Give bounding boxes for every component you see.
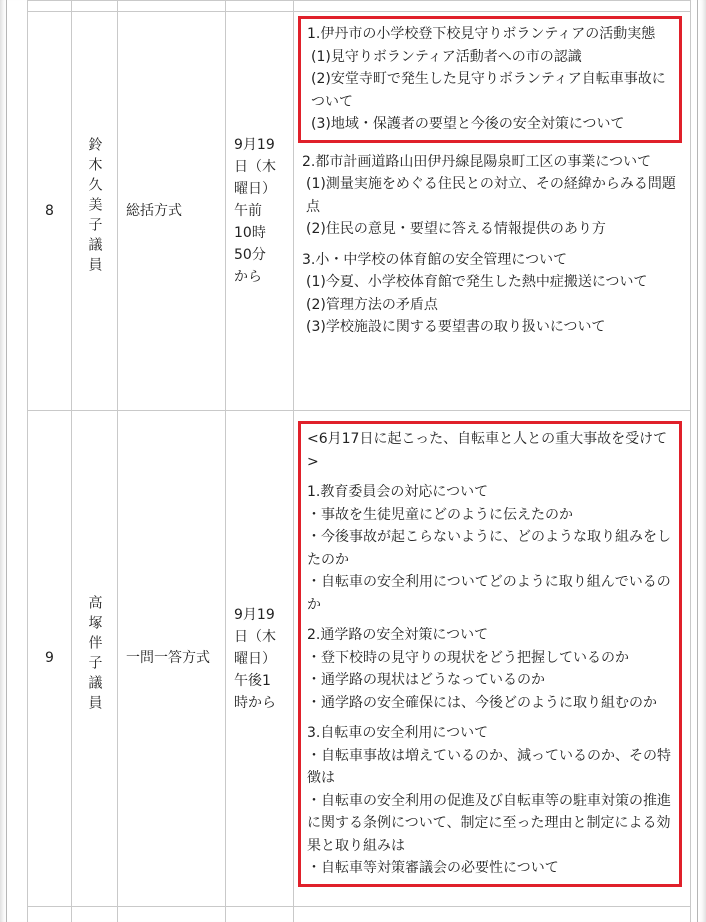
row-number: 9 bbox=[28, 411, 72, 907]
topic-item: (3)地域・保護者の要望と今後の安全対策について bbox=[311, 116, 625, 132]
schedule-line: から bbox=[234, 269, 262, 285]
question-schedule-table bbox=[27, 0, 691, 922]
topic-item: (3)学校施設に関する要望書の取り扱いについて bbox=[306, 319, 606, 335]
topic-item: ・自転車等対策審議会の必要性について bbox=[307, 860, 559, 876]
topic-heading: 2.通学路の安全対策について bbox=[307, 627, 489, 643]
schedule-cell bbox=[226, 411, 294, 907]
topic-item: (1)見守りボランティア活動者への市の認識 bbox=[311, 48, 582, 65]
row-number: 8 bbox=[28, 12, 72, 411]
topic-item: ・通学路の安全確保には、今後どのように取り組むのか bbox=[307, 694, 657, 711]
schedule-line: 時から bbox=[234, 694, 276, 711]
table-row-stub bbox=[28, 907, 691, 922]
schedule-line: 50分 bbox=[234, 247, 266, 263]
topic-item: (2)管理方法の矛盾点 bbox=[306, 296, 438, 313]
schedule-cell bbox=[226, 12, 294, 411]
member-name: 鈴木久美子議員 bbox=[86, 137, 103, 278]
topic-item: ・事故を生徒児童にどのように伝えたのか bbox=[307, 506, 573, 523]
topic-item: ・登下校時の見守りの現状をどう把握しているのか bbox=[307, 649, 629, 666]
topic-item: ・自転車の安全利用の促進及び自転車等の駐車対策の推進に関する条例について、制定に至った理由と制定による効果と取り組みは bbox=[307, 792, 671, 854]
schedule-line: 日（木 bbox=[234, 159, 276, 175]
highlight-box bbox=[298, 16, 682, 143]
topic-heading: 2.都市計画道路山田伊丹線昆陽泉町工区の事業について bbox=[302, 153, 652, 170]
table-row bbox=[28, 12, 691, 411]
schedule-line: 9月19 bbox=[234, 606, 275, 623]
topic-heading: 1.伊丹市の小学校登下校見守りボランティアの活動実態 bbox=[307, 26, 656, 42]
topic-item: (2)安堂寺町で発生した見守りボランティア自転車事故について bbox=[311, 71, 666, 110]
question-method: 総括方式 bbox=[118, 12, 226, 411]
schedule-line: 曜日） bbox=[234, 650, 276, 667]
topic-heading: 3.小・中学校の体育館の安全管理について bbox=[302, 251, 568, 268]
question-topics bbox=[294, 411, 691, 907]
schedule-line: 曜日） bbox=[234, 181, 276, 197]
topic-item: ・通学路の現状はどうなっているのか bbox=[307, 672, 545, 688]
topic-item: ・自転車の安全利用についてどのように取り組んでいるのか bbox=[307, 574, 671, 613]
schedule-line: 10時 bbox=[234, 225, 266, 241]
member-name-cell bbox=[72, 411, 118, 907]
table-row bbox=[28, 411, 691, 907]
topic-item: ・自転車事故は増えているのか、減っているのか、その特徴は bbox=[307, 747, 671, 786]
question-method: 一問一答方式 bbox=[118, 411, 226, 907]
member-name-cell bbox=[72, 12, 118, 411]
schedule-line: 午後1 bbox=[234, 672, 271, 689]
table-row-stub bbox=[28, 1, 691, 12]
schedule-line: 9月19 bbox=[234, 137, 275, 153]
topic-heading: 3.自転車の安全利用について bbox=[307, 725, 489, 741]
schedule-line: 午前 bbox=[234, 203, 262, 219]
topic-item: ・今後事故が起こらないように、どのような取り組みをしたのか bbox=[307, 529, 671, 568]
schedule-line: 日（木 bbox=[234, 628, 276, 645]
intro-text: <6月17日に起こった、自転車と人との重大事故を受けて> bbox=[307, 431, 668, 470]
topic-item: (1)測量実施をめぐる住民との対立、その経緯からみる問題点 bbox=[306, 176, 676, 215]
question-topics bbox=[294, 12, 691, 411]
topic-item: (1)今夏、小学校体育館で発生した熱中症搬送について bbox=[306, 274, 648, 290]
topic-heading: 1.教育委員会の対応について bbox=[307, 484, 489, 500]
topic-item: (2)住民の意見・要望に答える情報提供のあり方 bbox=[306, 221, 606, 237]
member-name: 高塚伴子議員 bbox=[86, 594, 103, 715]
document-frame bbox=[6, 0, 698, 922]
highlight-box bbox=[298, 421, 682, 887]
